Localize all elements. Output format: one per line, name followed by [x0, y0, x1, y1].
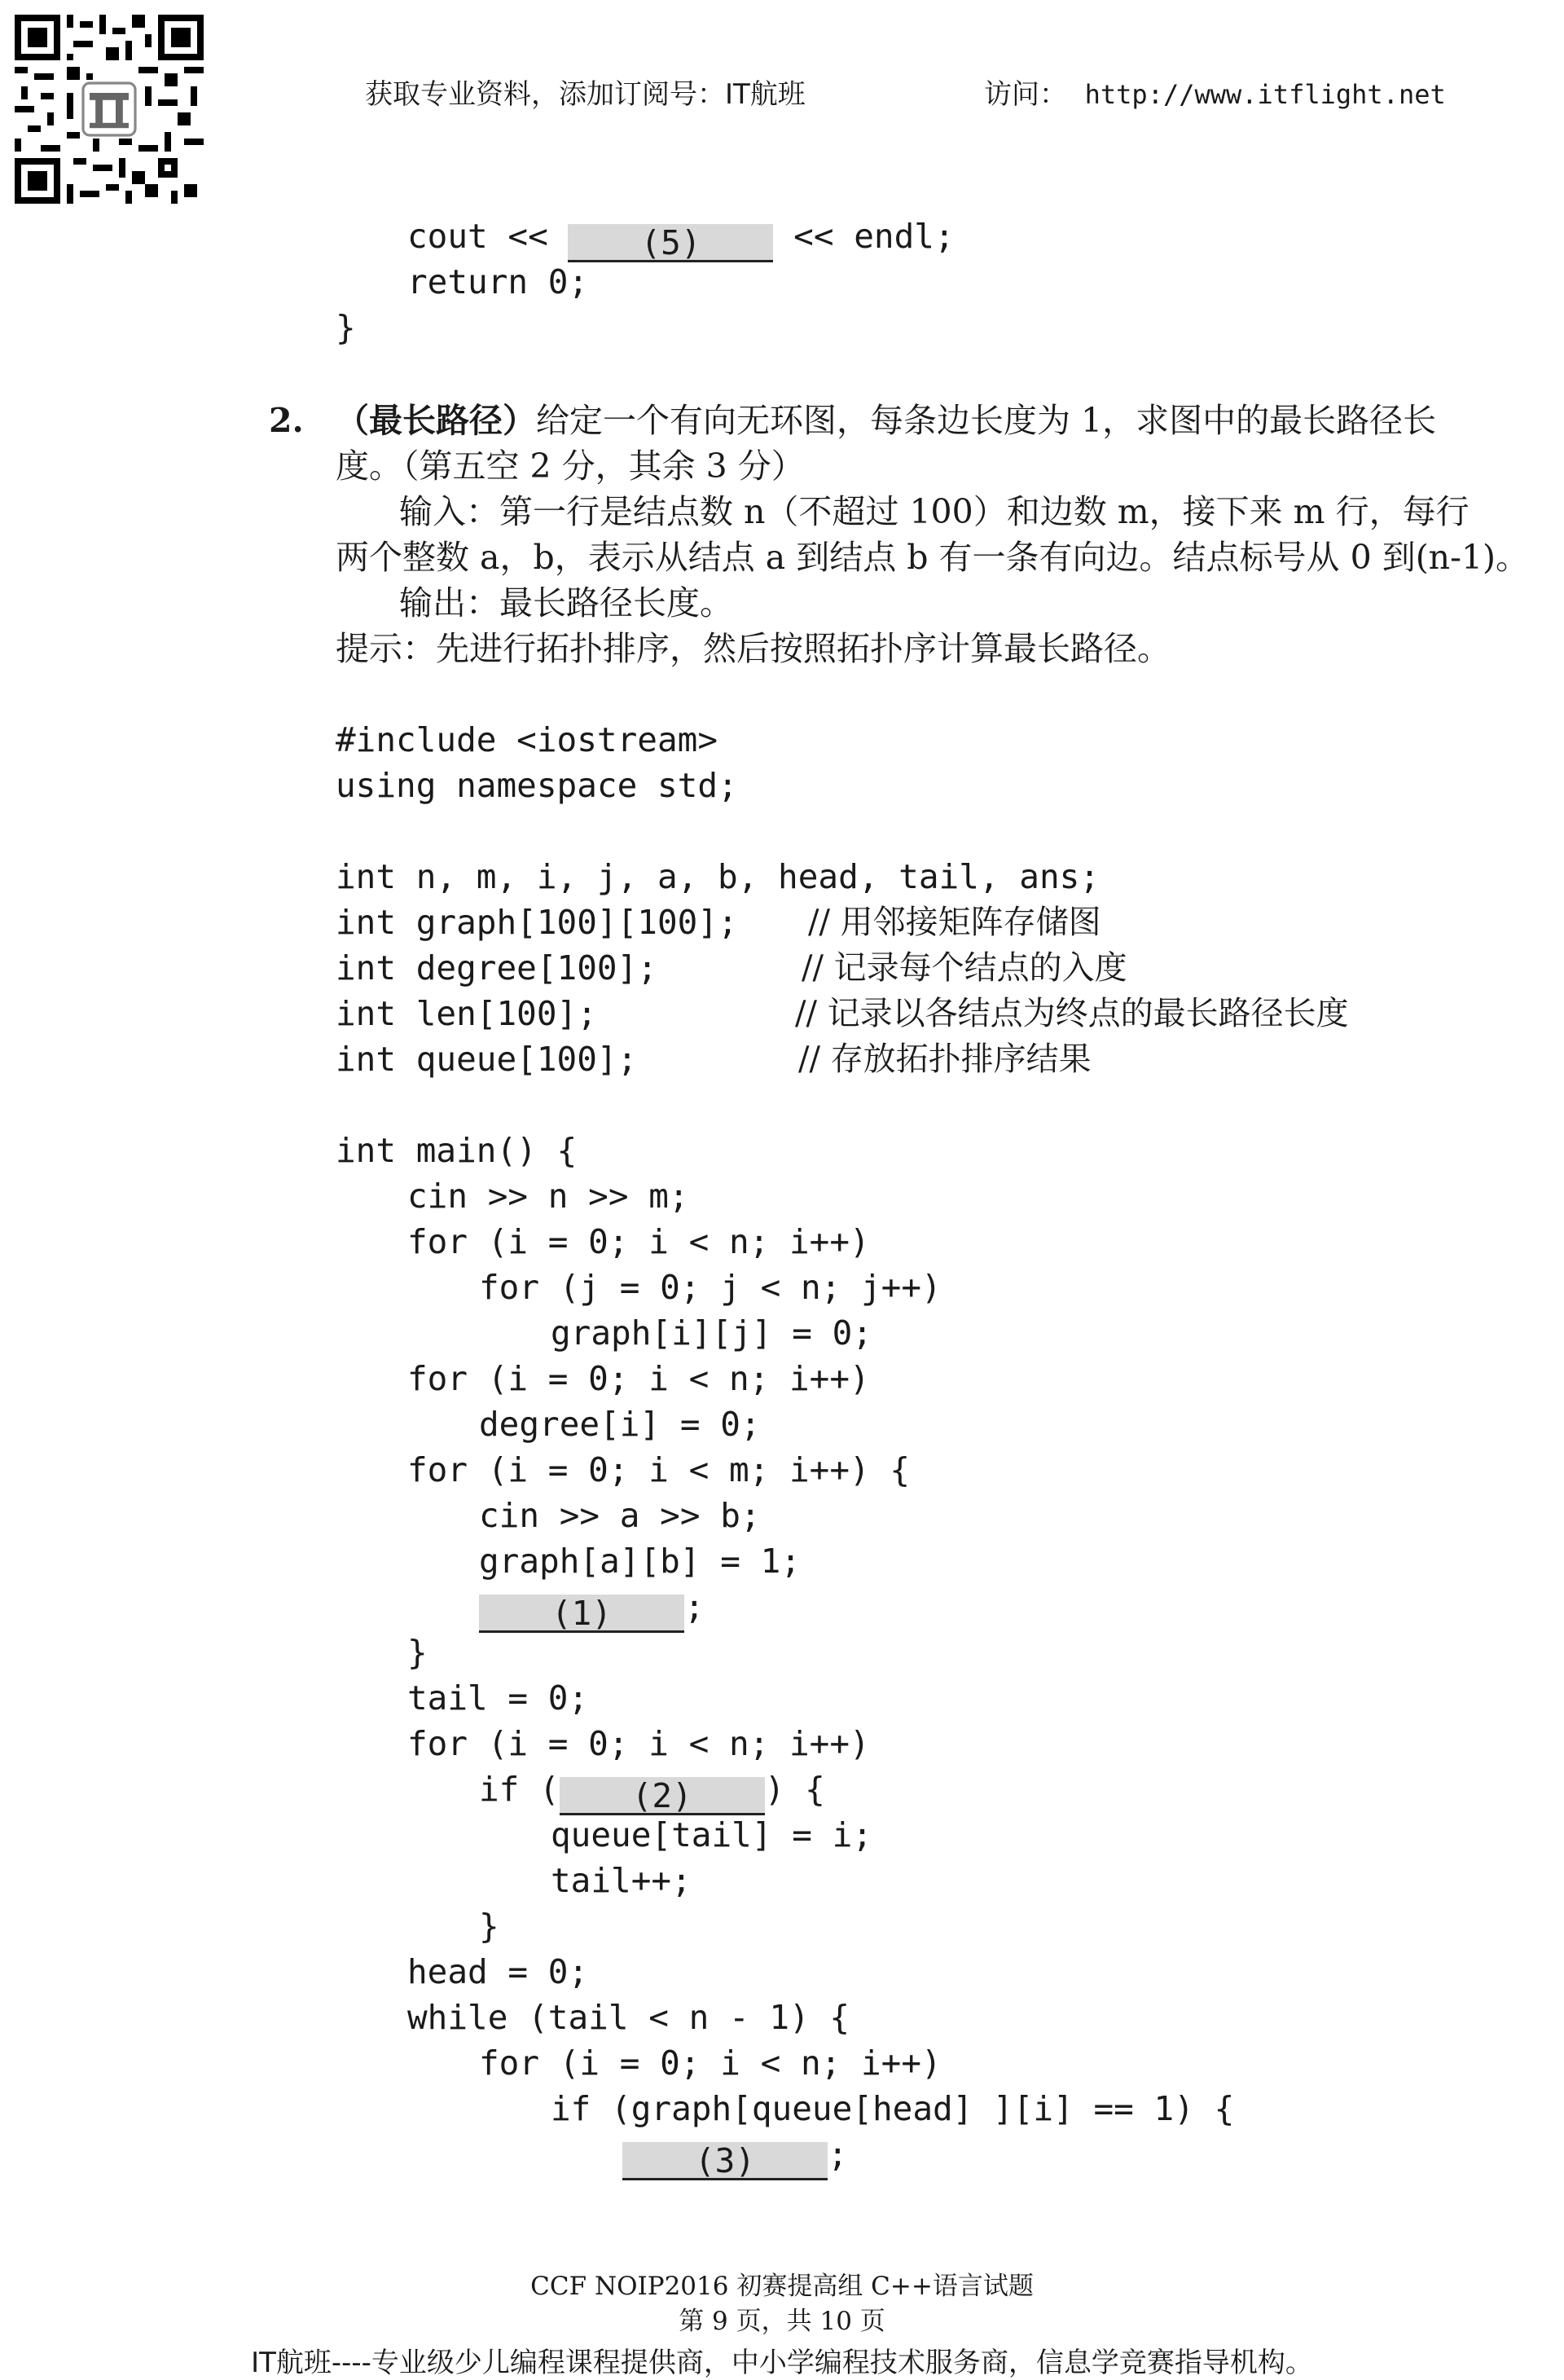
code-close-1: } — [407, 1633, 428, 1672]
code-tail-zero: tail = 0; — [407, 1678, 589, 1718]
code-for-j-n: for (j = 0; j < n; j++) — [479, 1268, 942, 1307]
answer-blank-1[interactable]: (1) — [479, 1595, 684, 1633]
code-degree-zero: degree[i] = 0; — [479, 1405, 761, 1444]
code-if-blank-2: if ( (2) ) { — [479, 1770, 825, 1815]
question-hint: 提示：先进行拓扑排序，然后按照拓扑序计算最长路径。 — [336, 629, 1171, 668]
question-number: 2. — [269, 401, 304, 440]
code-for-i-n-3: for (i = 0; i < n; i++) — [407, 1724, 870, 1763]
code-while: while (tail < n - 1) { — [407, 1998, 850, 2037]
header-visit — [984, 72, 1446, 112]
code-for-i-n-2: for (i = 0; i < n; i++) — [407, 1359, 870, 1398]
header-visit-label: 访问： — [984, 78, 1067, 111]
code-include: #include <iostream> — [336, 720, 718, 759]
code-main: int main() { — [336, 1131, 578, 1170]
code-for-i-n-4: for (i = 0; i < n; i++) — [479, 2043, 942, 2083]
code-line-cout: cout << (5) << endl; — [407, 217, 955, 262]
code-if-graph: if (graph[queue[head] ][i] == 1) { — [551, 2089, 1235, 2128]
code-head-zero: head = 0; — [407, 1952, 589, 1991]
code-line-return: return 0; — [407, 262, 589, 301]
answer-blank-2[interactable]: (2) — [560, 1777, 765, 1815]
code-for-i-m: for (i = 0; i < m; i++) { — [407, 1450, 911, 1489]
header-subscribe-text: 获取专业资料，添加订阅号：IT航班 — [365, 78, 806, 111]
code-blank-3-line: (3) ; — [622, 2138, 848, 2180]
code-close-2: } — [479, 1907, 499, 1946]
code-tail-inc: tail++; — [551, 1861, 692, 1900]
code-cin-ab: cin >> a >> b; — [479, 1496, 761, 1535]
code-len-decl: int len[100]; — [336, 994, 597, 1033]
code-using: using namespace std; — [336, 766, 738, 805]
question-desc: 度。（第五空 2 分，其余 3 分） — [336, 447, 805, 486]
comment-graph: // 用邻接矩阵存储图 — [808, 904, 1101, 941]
code-graph-set: graph[a][b] = 1; — [479, 1542, 801, 1581]
code-for-i-n: for (i = 0; i < n; i++) — [407, 1222, 870, 1261]
code-decl: int n, m, i, j, a, b, head, tail, ans; — [336, 857, 1100, 896]
answer-blank-5[interactable]: (5) — [568, 224, 773, 262]
code-graph-decl: int graph[100][100]; — [336, 903, 738, 942]
footer-page-number: 第 9 页，共 10 页 — [679, 2307, 885, 2336]
comment-len: // 记录以各结点为终点的最长路径长度 — [795, 995, 1349, 1032]
code-queue-tail: queue[tail] = i; — [551, 1815, 872, 1854]
code-cin-nm: cin >> n >> m; — [407, 1177, 689, 1216]
code-queue-decl: int queue[100]; — [336, 1040, 638, 1079]
answer-blank-3[interactable]: (3) — [622, 2142, 828, 2180]
code-blank-1-line: (1) ; — [479, 1590, 705, 1633]
question-input-1: 输入：第一行是结点数 n（不超过 100）和边数 m，接下来 m 行，每行 — [399, 492, 1470, 531]
question-title-line: （最长路径）给定一个有向无环图，每条边长度为 1，求图中的最长路径长 — [336, 401, 1437, 440]
qr-code-image — [15, 15, 204, 204]
question-title: （最长路径） — [336, 401, 536, 440]
question-input-2: 两个整数 a，b，表示从结点 a 到结点 b 有一条有向边。结点标号从 0 到(n-1)。 — [336, 538, 1530, 577]
code-line-brace: } — [336, 308, 356, 347]
footer-banner: IT航班----专业级少儿编程课程提供商，中小学编程技术服务商，信息学竞赛指导机构。 — [251, 2347, 1313, 2379]
header-url-link[interactable]: http://www.itflight.net — [1084, 79, 1446, 110]
question-output: 输出：最长路径长度。 — [399, 583, 733, 622]
comment-degree: // 记录每个结点的入度 — [802, 949, 1127, 987]
footer-exam-title: CCF NOIP2016 初赛提高组 C++语言试题 — [530, 2272, 1034, 2301]
comment-queue: // 存放拓扑排序结果 — [798, 1040, 1092, 1078]
code-graph-zero: graph[i][j] = 0; — [551, 1313, 872, 1353]
code-degree-decl: int degree[100]; — [336, 948, 657, 988]
